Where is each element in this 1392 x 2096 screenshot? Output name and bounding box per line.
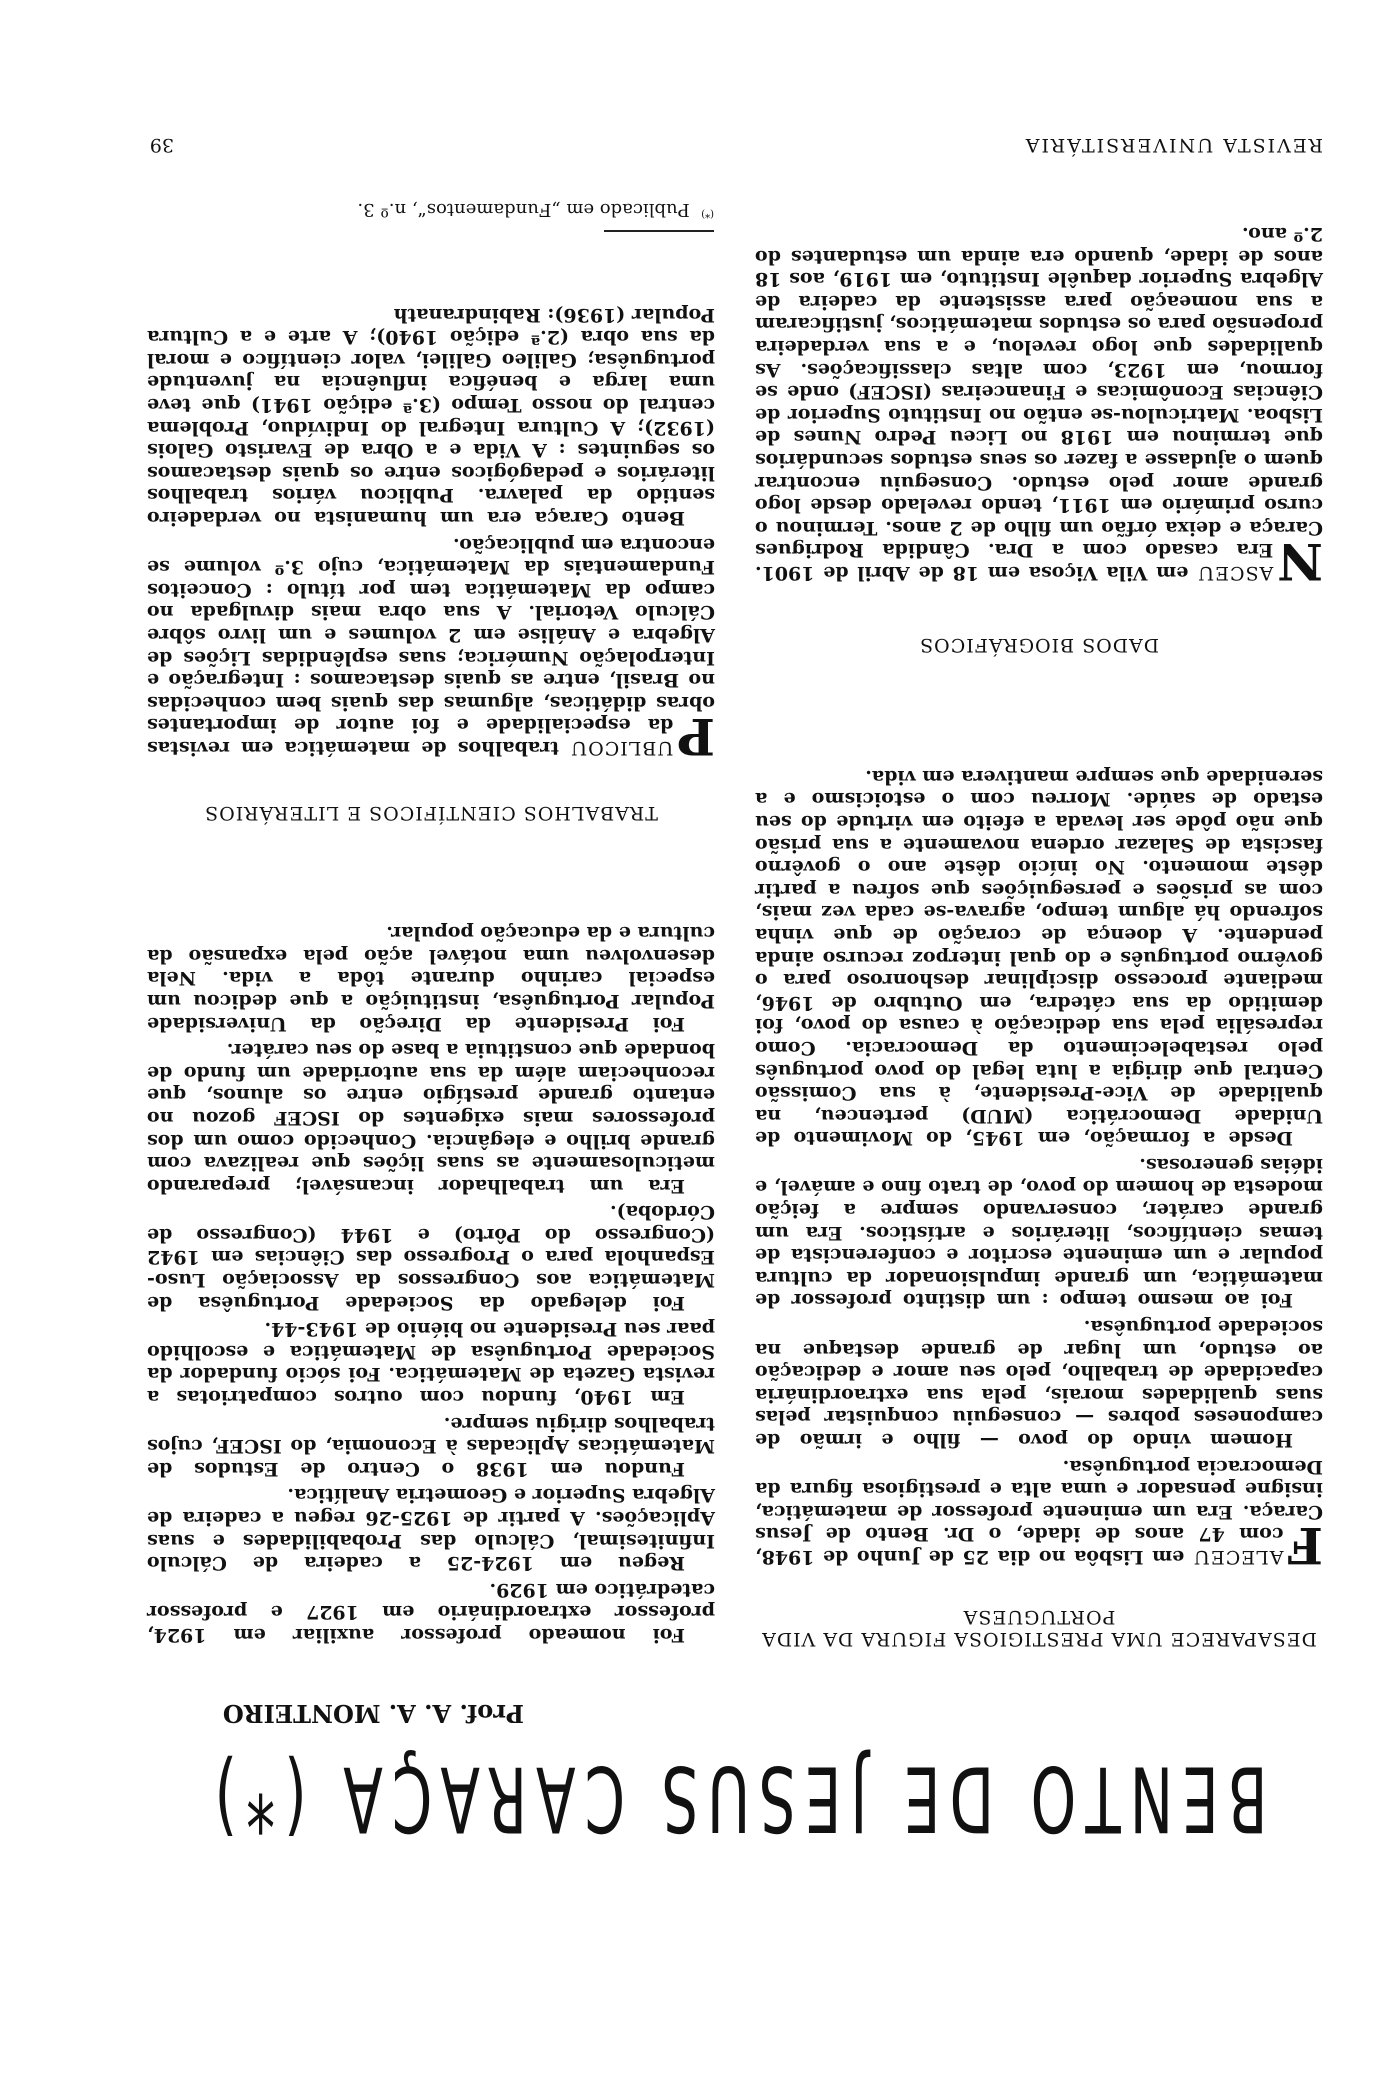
paragraph: Em 1940, fundou com outros compatriotas a revista Gazeta de Matemática. Foi sócio fundador da Sociedade Portuguêsa de Matemática e escolhido paar seu Presidente no biénio de 1943-44. [147, 1318, 715, 1409]
paragraph: P UBLICOU trabalhos de matemática em revistas da especialidade e foi autor de importantes obras didáticas, algumas das quais bem conhecidas no Brasil, entre as quais destacamos : Integração e Interpolação Numérica; suas esplêndidas Lições de Algebra e Análise em 2 volumes e um livro sôbre Cálculo Vetorial. A sua obra mais divulgada no campo da Matemática tem por título : Conceitos Fundamentais da Matemática, cujo 3.º volume se encontra em publicação. [147, 533, 715, 766]
left-column-section2 [755, 219, 1323, 591]
paragraph: Foi nomeado professor auxiliar em 1924, professor extraordinário em 1927 e professor catedrático em 1929. [147, 1578, 715, 1646]
paragraph: N ASCEU em Vila Viçosa em 18 de Abril de 1901. Era casado com a Dra. Cândida Rodrigues Caraça e deixa órfão um filho de 2 anos. Terminou o curso primário em 1911, tendo revelado desde logo grande amor pelo estudo. Conseguiu encontrar quem o ajudasse a fazer os seus estudos secundários que terminou em 1918 no Liceu Pedro Nunes de Lisboa. Matriculou-se então no Instituto Superior de Ciências Econômicas e Financeiras (ISCEF) onde se formou, em 1923, com altas classificações. As qualidades que logo revelou, e a sua verdadeira propensão para os estudos matemáticos, justificaram a sua nomeação para assistente da cadeira de Algebra Superior daquêle Instituto, em 1919, aos 18 anos de idade, quando era ainda um estudantes do 2.º ano. [755, 223, 1323, 591]
drop-cap: N [1277, 532, 1323, 591]
footnote-mark: (*) [701, 208, 714, 219]
paragraph: Fundou em 1938 o Centro de Estudos de Matemáticas Aplicadas à Economia, do ISCEF, cujos trabalhos dirigiu sempre. [147, 1412, 715, 1480]
paragraph: Bento Caraça era um humanista no verdadeiro sentido da palavra. Publicou vários trabalhos literários e pedagógicos entre os quais destacamos os seguintes : A Vida e a Obra de Evaristo Galois (1932); A Cultura Integral do Indivíduo, Problema central do nosso Tempo (3.ª edição 1941) que teve uma larga e benéfica influência na juventude portuguêsa; Galileo Galilei, valor científico e moral da sua obra (2.ª edição 1940); A arte e a Cultura Popular (1936): Rabindranath [147, 303, 715, 530]
paragraph: Era um trabalhador incansável; preparando meticulosamente as suas lições que realizava com grande brilho e elegância. Conhecido como um dos professores mais exigentes do ISCEF gozou no entanto grande prestígio entre os alunos, que reconheciam além da sua autoridade um fundo de bondade que constituia a base do seu caráter. [147, 1039, 715, 1197]
paragraph: Foi delegado da Sociedade Portuguêsa de Matemática aos Congressos da Associação Luso-Espanhola para o Progresso das Ciências em 1942 (Congresso do Pôrto) e 1944 (Congresso de Córdoba). [147, 1201, 715, 1314]
page-number: 39 [149, 134, 174, 156]
paragraph: Regeu em 1924-25 a cadeira de Cálculo Infinitesimal, Cálculo das Probabilidades e suas Aplicações. A partir de 1925-26 regeu a cadeira de Algebra Superior e Geometria Analítica. [147, 1484, 715, 1575]
right-column-works [147, 299, 715, 766]
right-column-career [147, 918, 715, 1646]
drop-cap: F [1287, 1516, 1323, 1575]
drop-cap: P [677, 707, 715, 766]
lead-word: UBLICOU [570, 737, 674, 759]
paragraph: F ALECEU em Lisbôa no dia 25 de Junho de 1948, com 47 anos de idade, o Dr. Bento de Jesus Caraça. Era um eminente professor de matemática, insigne pensador e uma alta e prestigiosa figura da Democracia portuguêsa. [755, 1455, 1323, 1575]
footnote: (*) Publicado em „Fundamentos“, n.º 3. [357, 199, 714, 220]
section-heading-biography: DADOS BIOGRÁFICOS [919, 634, 1159, 656]
article-author: Prof. A. A. MONTEIRO [222, 1699, 524, 1728]
paragraph: Foi Presidente da Direção da Universidade Popular Portuguêsa, instituição a que dedicou um especial carinho durante tôda a vida. Nela desenvolveu uma notável ação pela expansão da cultura e da educação popular. [147, 922, 715, 1035]
paragraph: Desde a formação, em 1945, do Movimento de Unidade Democrática (MUD) pertenceu, na qualidade de Vice-Presidente, à sua Comissão Central que dirigia a luta legal do povo português pelo restabelecimento da Democracia. Como represália pela sua dedicação à causa do povo, foi demitido da sua cátedra, em Outubro de 1946, mediante processo disciplinar deshonroso para o govêrno português e do qual interpoz recurso ainda pendente. A doença de coração de que vinha sofrendo há algum tempo, agrava-se cada vez mais, com as prisões e perseguições que sofreu a partir dêste momento. No início dêste ano o govêrno fascista de Salazar ordena novamente a sua prisão que não pôde ser levada a efeito em virtude do seu estado de saúde. Morreu com o estoicismo e a serenidade que sempre mantivera em vida. [755, 765, 1323, 1150]
running-title: REVISTA UNIVERSITÁRIA [1023, 134, 1323, 156]
paragraph: Homem vindo do povo — filho e irmão de camponeses pobres — conseguiu conquistar pelas suas qualidades morais, pela sua extraordinária capacidade de trabalho, pelo seu amor e dedicação ao estudo, um lugar de grande destaque na sociedade portuguêsa. [755, 1316, 1323, 1452]
lead-word: ASCEU [1197, 562, 1274, 584]
lead-word: ALECEU [1192, 1546, 1284, 1568]
paragraph: Foi ao mesmo tempo : um distinto professor de matemática, um grande impulsionador da cultura popular e um eminente escritor e conferencista de temas científicos, literários e artísticos. Era um grande caráter, conservando sempre a feição modesta de homem do povo, de trato fino e amável, e idéias generosas. [755, 1153, 1323, 1312]
article-title: BENTO DE JESUS CARAÇA (*) [205, 1745, 1268, 1852]
footnote-separator [604, 230, 714, 232]
left-column-section1 [755, 761, 1323, 1575]
section-heading-works: TRABALHOS CIENTÍFICOS E LITERÁRIOS [204, 802, 658, 824]
section-heading-obituary: DESAPARECE UMA PRESTIGIOSA FIGURA DA VIDA PORTUGUESA [761, 1606, 1317, 1650]
